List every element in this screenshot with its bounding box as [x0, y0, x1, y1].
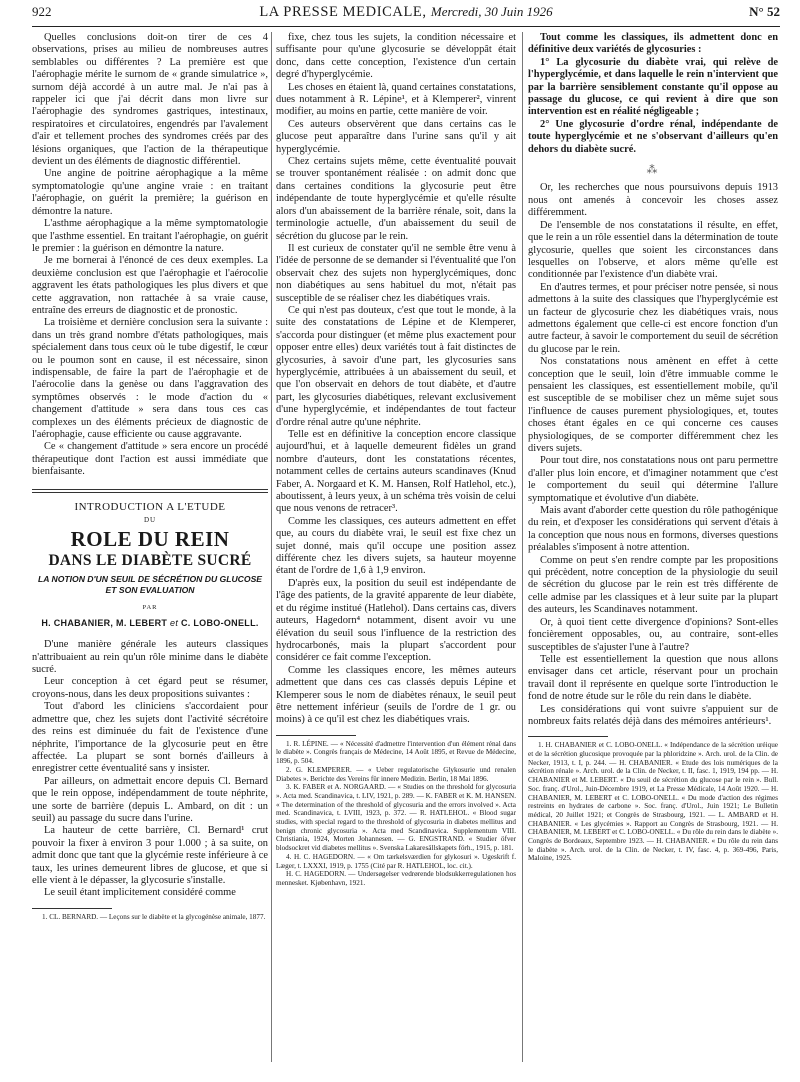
- page-number: 922: [32, 4, 52, 19]
- paragraph: Telle est essentiellement la question que nous allons envisager dans cet article, réservant pour un prochain travail dont il représente en quelque sorte l'introduction le fond de notre étude sur le rôle du rein dans le diabète.: [528, 653, 778, 703]
- footnote: 1. CL. BERNARD. — Leçons sur le diabète et la glycogénèse animale, 1877.: [42, 912, 266, 921]
- paragraph: En d'autres termes, et pour préciser notre pensée, si nous admettons à la suite des classiques que l'hyperglycémie est un facteur de glycosurie chez les diabétiques vrais, nous admettons également que celle-ci est encore fonction d'un autre facteur, à savoir le comportement du seuil de sécrétion du glucose par le rein.: [528, 281, 779, 355]
- paragraph: Tout d'abord les cliniciens s'accordaient pour admettre que, chez les sujets dont l'activité sécrétoire des reins est diminuée du fait de l'existence d'une néphrite, l'importance de la glycosurie peut en être affectée. La plupart se sont bornés d'ailleurs à enregistrer cette éventualité sans y insister.: [32, 701, 268, 775]
- paragraph: Or, à quoi tient cette divergence d'opinions? Sont-elles foncièrement opposables, ou, au contraire, sont-elles susceptibles de s'ajuster l'une à l'autre?: [528, 616, 778, 653]
- paragraph: Mais avant d'aborder cette question du rôle pathogénique du rein, et d'exposer les considérations qui servent d'étais à la conception que nous nous en formons, diverses questions préalables s'imposent à notre attention.: [528, 505, 778, 554]
- bold-summary: [528, 32, 778, 156]
- paragraph: Or, les recherches que nous poursuivons depuis 1913 nous ont amenés à concevoir les choses assez différemment.: [528, 182, 778, 219]
- footnote-rule: [276, 735, 356, 736]
- footnotes: [32, 913, 268, 922]
- footnotes: [276, 740, 516, 888]
- journal-title-line: [32, 4, 780, 21]
- column-divider: [271, 32, 272, 1062]
- paragraph: Comme les classiques encore, les mêmes auteurs admettent que dans ces cas classés depuis Lépine et Klemperer sous le nom de diabètes rénaux, le seuil peut être nettement inférieur (seuils de l'ordre de 1 gr. ou moins) à ce qu'il est chez les diabétiques vrais.: [276, 664, 516, 726]
- article-authors: [32, 617, 268, 629]
- footnote: 4. H. C. HAGEDORN. — « Om tærkelsværdien for glykosuri ». Ugeskrift f. Læger, t. LXXXI, 1919, p. 1755 (Cité par R. HATLEHOL, loc. cit.).: [276, 852, 516, 870]
- header-rule: [32, 26, 780, 27]
- article-du: DU: [143, 516, 157, 525]
- footnote-rule: [32, 908, 112, 909]
- paragraph: Quelles conclusions doit-on tirer de ces 4 observations, prises au milieu de nombreuses autres semblables ou différentes ? La première est que l'aérophagie mérite le surnom de « grande simulatrice », surnom déjà accordé à un autre mal. Je n'ai pas à rappeler ici que j'ai décrit dans mon livre sur l'aérophagie des syndromes gastriques, intestinaux, respiratoires et circulatoires, engendrés par l'avalement d'air et tellement proches des syndromes créés par des lésions organiques, que l'action de la thérapeutique devient un des éléments de diagnostic différentiel.: [32, 32, 268, 168]
- paragraph: Ces auteurs observèrent que dans certains cas le glucose peut apparaître dans l'urine sans qu'il y ait hyperglycémie.: [276, 118, 516, 155]
- footnote: 1. R. LÉPINE. — « Nécessité d'admettre l'intervention d'un élément rénal dans le diabète ». Congrès français de Médecine, 14 Août 1895, et Revue de Médecine, 1896, p. 504.: [276, 739, 516, 766]
- authors-names: H. CHABANIER, M. LEBERT: [41, 617, 168, 628]
- issue-number: N° 52: [749, 4, 780, 19]
- footnotes: [528, 741, 778, 863]
- paragraph: Ce qui n'est pas douteux, c'est que tout le monde, à la suite des constatations de Lépine et de Klemperer, s'accorda pour distinguer (et même plus exactement pour opposer entre elles) deux variétés tout à fait distinctes de glycosuries, à savoir d'une part, les glycosuries sans hyperglycémie, attribuées à un abaissement du seuil, et que l'on observait en dehors de tout diabète, et d'autre part, les glycosuries diabétiques, relevant exclusivement d'une hyperglycémie, et indépendantes de tout facteur d'ordre rénal autre qu'une néphrite.: [276, 304, 516, 428]
- paragraph: 1° La glycosurie du diabète vrai, qui relève de l'hyperglycémie, et dans laquelle le rein n'intervient que par la barrière sensiblement constante qu'il oppose au passage du glucose, ce qui revient à dire que son intervention est en réalité négligeable ;: [528, 56, 778, 118]
- column-3: [528, 32, 778, 863]
- footnote: 1. H. CHABANIER et C. LOBO-ONELL. « Indépendance de la sécrétion uréique et de la sécrétion glucosique provoquée par la phloridzine ». Arch. urol. de la Clin. de Necker, 1913, t. I, p. 244. — H. CHABANIER. « Etude des lois numériques de la sécrétion rénale ». Arch. urol. de la Clin. de Necker, t. II, fasc. 1, 1919, 194 pp. — H. CHABANIER et M. LEBERT. « Du seuil de sécrétion du glucose par le rein ». Bull. Soc. franç. d'Urol., Juin-Décembre 1919, et La Presse Médicale, 14 Août 1920. — H. CHABANIER, M. LEBERT et C. LOBO-ONELL. « Du mode d'action des régimes restreints en hydrates de carbone ». Soc. franç. d'Urol., Juin 1921; Le Bulletin médical, 20 Juillet 1921; et Congrès de Strasbourg, 1921. — L. AMBARD et H. CHABANIER. « Les glycémies ». Rapport au Congrès de Strasbourg, 1921. — H. CHABANIER, M. LEBERT et C. LOBO-ONELL. « Du rôle du rein dans le diabète ». Congrès de Bordeaux, Septembre 1923. — H. CHABANIER. « Du rôle du rein dans le diabète ». Arch. urol. de la Clin. de Necker, t. IV, fasc. 4, p. 369-496, Paris, Maloine, 1925.: [528, 741, 778, 863]
- paragraph: Ce « changement d'attitude » sera encore un procédé thérapeutique dont l'action est aussi immédiate que bienfaisante.: [32, 441, 268, 478]
- article-title-line-2: DANS LE DIABÈTE SUCRÉ: [48, 552, 252, 570]
- authors-last: C. LOBO-ONELL.: [180, 617, 259, 628]
- paragraph: La troisième et dernière conclusion sera la suivante : dans un très grand nombre d'états pathologiques, mais spécialement dans tous ceux où le tube digestif, le cœur ou le poumon sont en cause, il est nécessaire, sinon indispensable, de faire la part de l'aérophagie et de l'aérocolie dans la genèse ou dans l'aggravation des symptômes observés : le mode d'action du « changement d'attitude » sera dans tous ces cas complexes un des éléments précieux de diagnostic de l'aérophagie, cause efficiente ou cause aggravante.: [32, 317, 268, 440]
- footnote: H. C. HAGEDORN. — Undersøgelser vedrørende blodsukkerregulationen hos mennesket. Kjøbenhavn, 1921.: [276, 870, 516, 887]
- paragraph: Il est curieux de constater qu'il ne semble être venu à l'idée de personne de se demander si l'éventualité que l'on observait chez des sujets non hyperglycémiques, donc non diabétiques au sens habituel du mot, n'était pas susceptible de se réaliser chez les diabétiques vrais.: [276, 242, 516, 304]
- paragraph: Je me bornerai à l'énoncé de ces deux exemples. La deuxième conclusion est que l'aérophagie et l'aérocolie aggravent les états pathologiques les plus divers et que cette aggravation, non rattachée à sa vraie cause, entraîne des erreurs de diagnostic et de pronostic.: [32, 255, 268, 316]
- paragraph: Comme on peut s'en rendre compte par les propositions qui précèdent, notre conception de la physiologie du seuil de sécrétion du glucose par le rein est très différente de celle admise par les classiques et à leur suite par la plupart des auteurs, les Scandinaves notamment.: [528, 554, 778, 616]
- footnote: 2. G. KLEMPERER. — « Ueber regulatorische Glykosurie und renalen Diabetes ». Berichte des Vereins für innere Medizin. Berlin, 18 Mai 1896.: [276, 765, 516, 783]
- paragraph: Chez certains sujets même, cette éventualité pouvait se trouver spontanément réalisée : on admit donc que dans certaines conditions la glycosurie peut être indépendante de toute hyperglycémie et qu'elle résulte alors d'un abaissement de la barrière rénale, soit, dans la terminologie actuelle, d'un abaissement du seuil de sécrétion du glucose par le rein.: [276, 156, 516, 242]
- paragraph: Tout comme les classiques, ils admettent donc en définitive deux variétés de glycosuries :: [528, 32, 778, 56]
- paragraph: Les considérations qui vont suivre s'appuient sur de nombreux faits relatés déjà dans des mémoires antérieurs¹.: [528, 703, 778, 727]
- paragraph: L'asthme aérophagique a la même symptomatologie que l'asthme essentiel. En traitant l'aérophagie, on guérit le premier : la guérison en démontre la nature.: [32, 218, 268, 254]
- paragraph: Par ailleurs, on admettait encore depuis Cl. Bernard que le rein oppose, indépendamment de toute néphrite, une sorte de barrière (depuis L. Ambard, on dit : un seuil) au passage du sucre dans l'urine.: [32, 775, 268, 824]
- paragraph: Nos constatations nous amènent en effet à cette conception que le seuil, loin d'être immuable comme le pensaient les classiques, est essentiellement mobile, qu'il est susceptible de se mobiliser chez un même sujet sous l'influence de causes purement physiologiques, et, toutes choses étant égales en ce qui concerne ces causes physiologiques, de se comporter différemment chez les divers sujets.: [528, 356, 778, 454]
- paragraph: La hauteur de cette barrière, Cl. Bernard¹ crut pouvoir la fixer à environ 3 pour 1.000 ; à sa suite, on admit donc que tant que la glycémie reste inférieure à ce taux, les urines demeurent libres de glucose, et que si elle vient à le dépasser, la glycosurie s'installe.: [32, 825, 268, 886]
- paragraph: Pour tout dire, nos constatations nous ont paru permettre d'aller plus loin encore, et d'imaginer notamment que c'est le comportement du seuil qui détermine l'allure symptomatique et évolutive d'un diabète.: [528, 455, 778, 504]
- article-heading: [32, 501, 268, 630]
- paragraph: Une angine de poitrine aérophagique a la même symptomatologie qu'une angine vraie : en traitant l'aérophagie, on guérit la première; la guérison en démontre la nature.: [32, 168, 268, 217]
- paragraph: Leur conception à cet égard peut se résumer, croyons-nous, dans les deux propositions suivantes :: [32, 676, 268, 700]
- paragraph: Comme les classiques, ces auteurs admettent en effet que, au cours du diabète vrai, le seuil est fixe chez un sujet donné, mais qu'il occupe une position assez différente chez les divers sujets, sa hauteur moyenne étant de l'ordre de 1,6 à 1,9 environ.: [276, 515, 516, 577]
- article-intro: INTRODUCTION A L'ETUDE: [74, 500, 226, 513]
- paragraph: D'après eux, la position du seuil est indépendante de l'âge des patients, de la gravité apparente de leur diabète, et du régime institué (Hatlehol). Dans certains cas, divers auteurs, Hagedorn⁴ notamment, disent avoir vu une élévation du seuil sous l'influence de la restriction des hydrocarbonés, mais la plupart s'accordent pour considérer ce fait comme l'exception.: [276, 577, 516, 664]
- paragraph: Les choses en étaient là, quand certaines constatations, dues notamment à R. Lépine¹, et à Klemperer², vinrent modifier, au moins en partie, cette manière de voir.: [276, 81, 516, 118]
- footnote-rule: [528, 736, 608, 737]
- paragraph: Le seuil étant implicitement considéré comme: [44, 887, 236, 899]
- paragraph: fixe, chez tous les sujets, la condition nécessaire et suffisante pour qu'une glycosurie se développât était donc, dans cette conception, l'existence d'un certain degré d'hyperglycémie.: [276, 32, 516, 81]
- column-1: [32, 32, 268, 921]
- issue-date: Mercredi, 30 Juin 1926: [430, 4, 553, 19]
- paragraph: Telle est en définitive la conception encore classique aujourd'hui, et à laquelle demeurent fidèles un grand nombre d'auteurs, dont les constatations récentes, notamment celles de certains auteurs scandinaves (Knud Faber, A. Norgaard et K. M. Hansen, Rolf Hatlehol, etc.), aboutissent, à leurs yeux, à un schéma très voisin de celui que nous venons de retracer³.: [276, 429, 516, 515]
- article-subtitle: LA NOTION D'UN SEUIL DE SÉCRÉTION DU GLUCOSE ET SON EVALUATION: [37, 574, 263, 596]
- asterism-divider: ⁂: [646, 164, 660, 177]
- authors-et: et: [170, 617, 179, 628]
- article-separator: [32, 489, 268, 493]
- paragraph: D'une manière générale les auteurs classiques n'attribuaient au rein qu'un rôle minime dans le diabète sucré.: [32, 639, 268, 676]
- journal-title: LA PRESSE MEDICALE,: [259, 4, 427, 20]
- footnote: 3. K. FABER et A. NORGAARD. — « Studies on the threshold for glycosuria ». Acta med. Scandinavica, t. LIV, 1921, p. 289. — K. FABER et K. M. HANSEN. « The determination of the threshold of glycosuria and the errors involved ». Acta med. Scandinavica, t. LVIII, 1923, p. 372. — R. HATLEHOL. « Blood sugar studies, with special regard to the threshold of glycosuria in diabetes mellitus and benign chronic glycosuria ». Acta med Scandinavica. Supplementum VIII. Christiania, 1924, Morten Johannesen. — G. ENGSTRAND. « Studier öfver blodsockret vid diabetes mellitus ». Svenska Lakaresällskapets förh., 1915, p. 181.: [276, 783, 516, 853]
- article-title-line-1: ROLE DU REIN: [70, 527, 230, 552]
- page-header: [32, 4, 780, 24]
- column-divider: [522, 32, 523, 1062]
- column-2: [276, 32, 516, 888]
- paragraph: De l'ensemble de nos constatations il résulte, en effet, que le rein a un rôle essentiel dans la détermination de toute glycosurie, quelles que soient les circonstances dans lesquelles on l'observe, et alors même qu'elle est conditionnée par l'existence d'un diabète vrai.: [528, 219, 778, 281]
- paragraph: 2° Une glycosurie d'ordre rénal, indépendante de toute hyperglycémie et ne s'observant d'ailleurs qu'en dehors du diabète sucré.: [528, 118, 778, 155]
- article-par: PAR: [142, 604, 158, 612]
